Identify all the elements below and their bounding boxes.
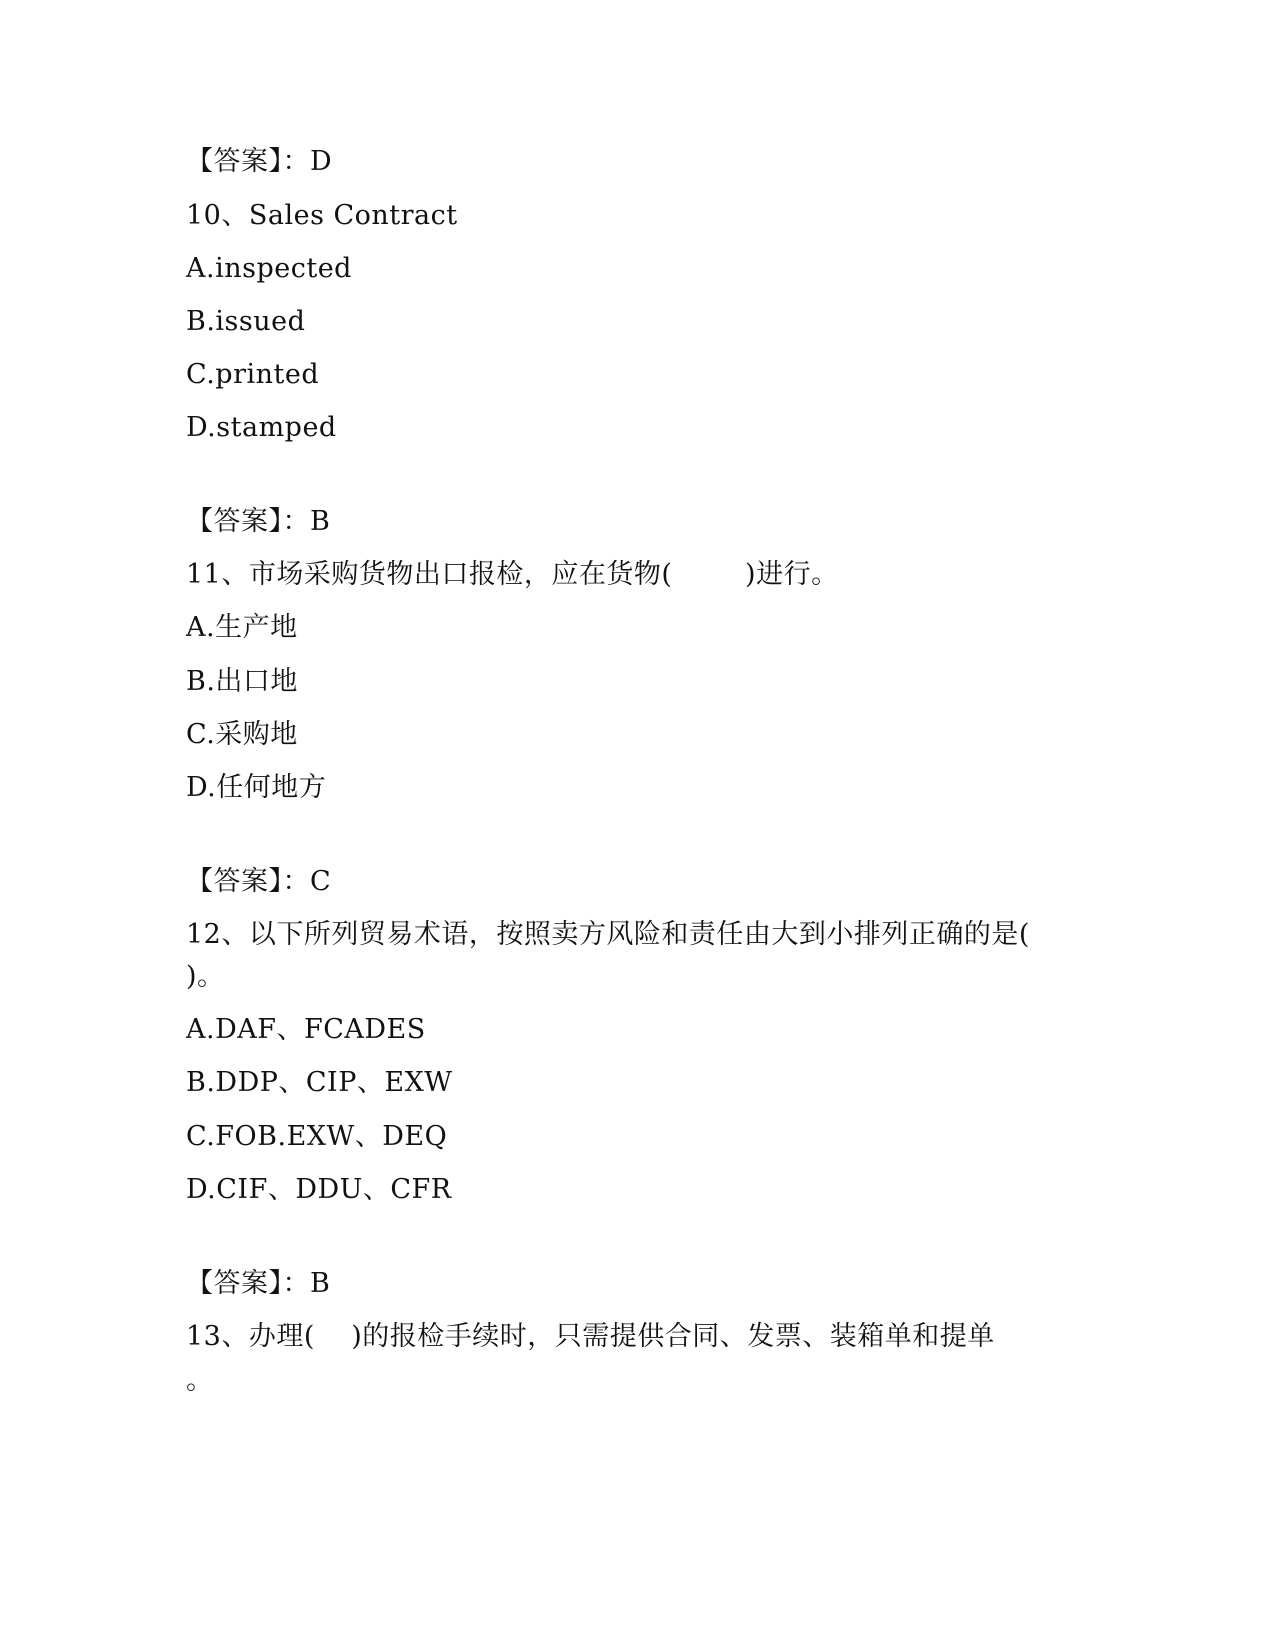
answer-label: 【答案】： (186, 866, 310, 897)
answer-line (186, 145, 332, 179)
question-13-line-1: 13、办理( )的报检手续时，只需提供合同、发票、装箱单和提单 (186, 1321, 995, 1352)
question-12-line-2: )。 (186, 961, 225, 992)
answer-value: B (310, 506, 331, 537)
option-c: C.printed (186, 359, 320, 390)
question-13-line-2: 。 (186, 1365, 214, 1396)
option-d: D.stamped (186, 412, 337, 443)
answer-value: C (310, 866, 332, 897)
answer-value: B (310, 1268, 331, 1299)
answer-label: 【答案】： (186, 146, 310, 177)
option-b: B.出口地 (186, 666, 298, 697)
option-d: D.任何地方 (186, 772, 327, 803)
option-d: D.CIF、DDU、CFR (186, 1174, 452, 1205)
option-a: A.inspected (186, 253, 352, 284)
question-12-line-1: 12、以下所列贸易术语，按照卖方风险和责任由大到小排列正确的是( (186, 919, 1030, 950)
option-c: C.采购地 (186, 719, 298, 750)
option-b: B.issued (186, 306, 306, 337)
option-b: B.DDP、CIP、EXW (186, 1067, 453, 1098)
answer-label: 【答案】： (186, 1268, 310, 1299)
option-c: C.FOB.EXW、DEQ (186, 1121, 448, 1152)
answer-label: 【答案】： (186, 506, 310, 537)
question-10: 10、Sales Contract (186, 200, 458, 231)
option-a: A.生产地 (186, 612, 298, 643)
answer-value: D (310, 146, 333, 177)
question-11: 11、市场采购货物出口报检，应在货物( )进行。 (186, 559, 839, 590)
answer-line (186, 1267, 330, 1301)
option-a: A.DAF、FCADES (186, 1014, 426, 1045)
answer-line (186, 865, 331, 899)
answer-line (186, 505, 330, 539)
